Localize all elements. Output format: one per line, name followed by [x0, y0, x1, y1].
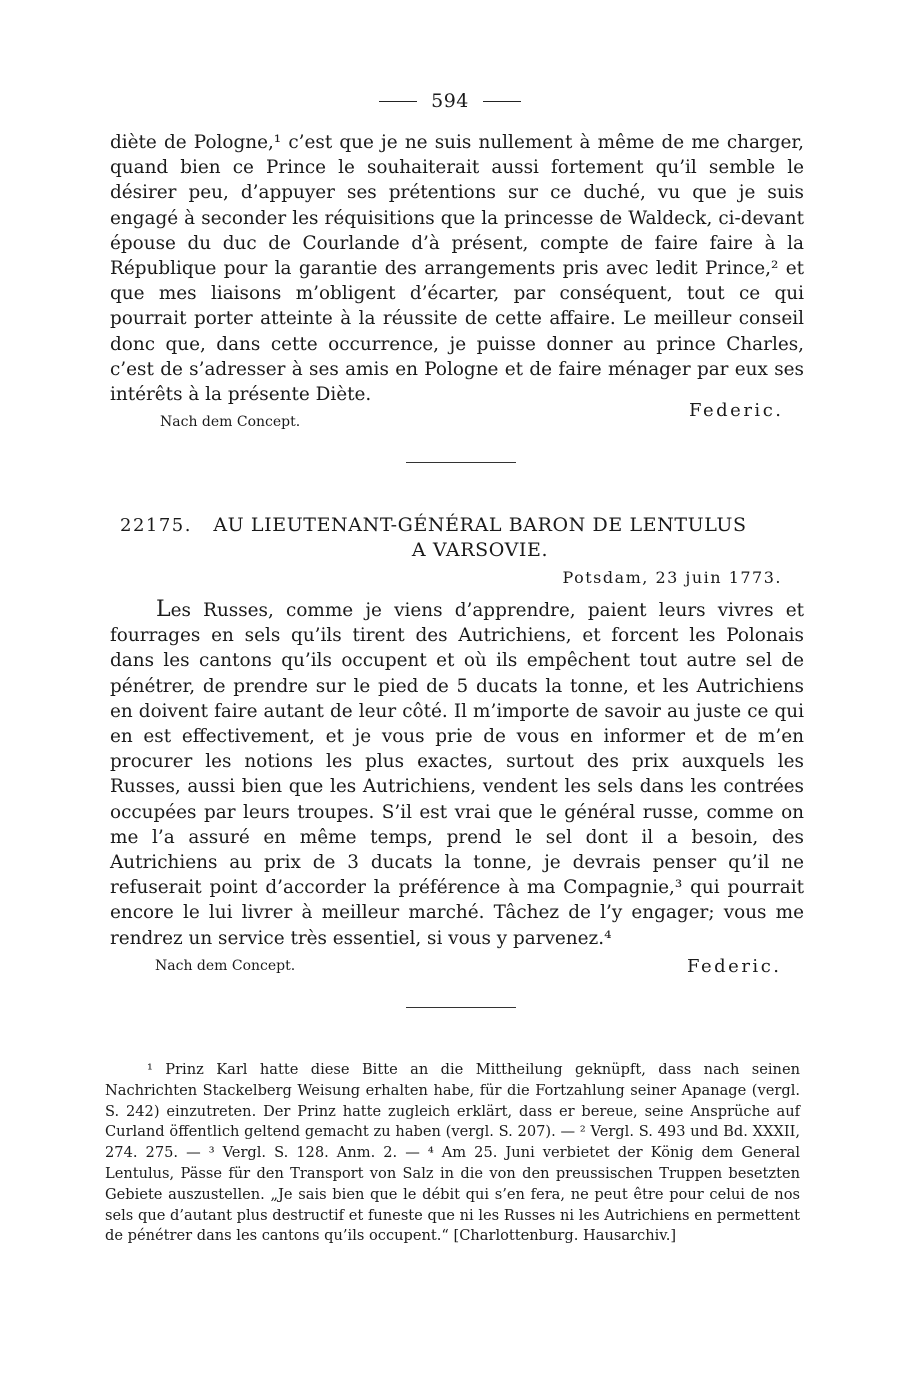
header-dash-left [379, 101, 417, 102]
letter-title-line1: AU LIEUTENANT-GÉNÉRAL BARON DE LENTULUS [213, 514, 747, 536]
previous-letter-signature: Federic. [689, 400, 784, 421]
footnotes: ¹ Prinz Karl hatte diese Bitte an die Mittheilung geknüpft, dass nach seinen Nachrichten Stackelberg Weisung erhalten habe, für die Fortzahlung seiner Apanage (vergl. S. 242) einzutreten. Der Prinz hatte zugleich erklärt, dass er bereue, seine Ansprüche auf Curland öffentlich geltend gemacht zu haben (vergl. S. 207). — ² Vergl. S. 493 und Bd. XXXII, 274. 275. — ³ Vergl. S. 128. Anm. 2. — ⁴ Am 25. Juni verbietet der König dem General Lentulus, Pässe für den Transport von Salz in die von den preussischen Truppen besetzten Gebiete auszustellen. „Je sais bien que le débit qui s’en fera, ne peut être pour celui de nos sels que d’autant plus destructif et funeste que ni les Russes ni les Autrichiens en permettent de pénétrer dans les cantons qu’ils occupent.“ [Charlottenburg. Hausarchiv.] [105, 1061, 800, 1245]
letter-initial: L [156, 597, 171, 622]
page-number: 594 [431, 90, 469, 112]
previous-letter-source: Nach dem Concept. [160, 414, 301, 430]
section-divider-bottom [406, 1007, 516, 1008]
section-divider-top [406, 462, 516, 463]
letter-title-line2: A VARSOVIE. [411, 539, 549, 561]
header-dash-right [483, 101, 521, 102]
page-header [0, 88, 900, 114]
letter-signature: Federic. [687, 956, 782, 977]
letter-dateline: Potsdam, 23 juin 1773. [562, 568, 782, 587]
letter-body [110, 597, 804, 951]
previous-letter-text: diète de Pologne,¹ c’est que je ne suis nullement à même de me charger, quand bien ce Prince le souhaiterait aussi fortement qu’il semble le désirer peu, d’appuyer ses prétentions sur ce duché, vu que je suis engagé à seconder les réquisitions que la princesse de Waldeck, ci-devant épouse du duc de Courlande d’à présent, compte de faire faire à la République pour la garantie des arrangements pris avec ledit Prince,² et que mes liaisons m’obligent d’écarter, par conséquent, tout ce qui pourrait porter atteinte à la réussite de cette affaire. Le meilleur conseil donc que, dans cette occurrence, je puisse donner au prince Charles, c’est de s’adresser à ses amis en Pologne et de faire ménager par eux ses intérêts à la présente Diète. [110, 132, 804, 406]
letter-text: es Russes, comme je viens d’apprendre, paient leurs vivres et fourrages en sels qu’ils tirent des Autrichiens, et forcent les Polonais dans les cantons qu’ils occupent et où ils empêchent tout autre sel de pénétrer, de prendre sur le pied de 5 ducats la tonne, et les Autrichiens en doivent faire autant de leur côté. Il m’importe de savoir au juste ce qui en est effectivement, et je vous prie de vous en informer et de m’en procurer les notions les plus exactes, surtout des prix auxquels les Russes, aussi bien que les Autrichiens, vendent les sels dans les contrées occupées par leurs troupes. S’il est vrai que le général russe, comme on me l’a assuré en même temps, prend le sel dont il a besoin, des Autrichiens au prix de 3 ducats la tonne, je devrais penser qu’il ne refuserait point d’accorder la préférence à ma Compagnie,³ qui pourrait encore le lui livrer à meilleur marché. Tâchez de l’y engager; vous me rendrez un service très essentiel, si vous y parvenez.⁴ [110, 600, 804, 949]
letter-number: 22175. [120, 515, 192, 536]
letter-source: Nach dem Concept. [155, 958, 296, 974]
letter-heading [120, 513, 800, 563]
